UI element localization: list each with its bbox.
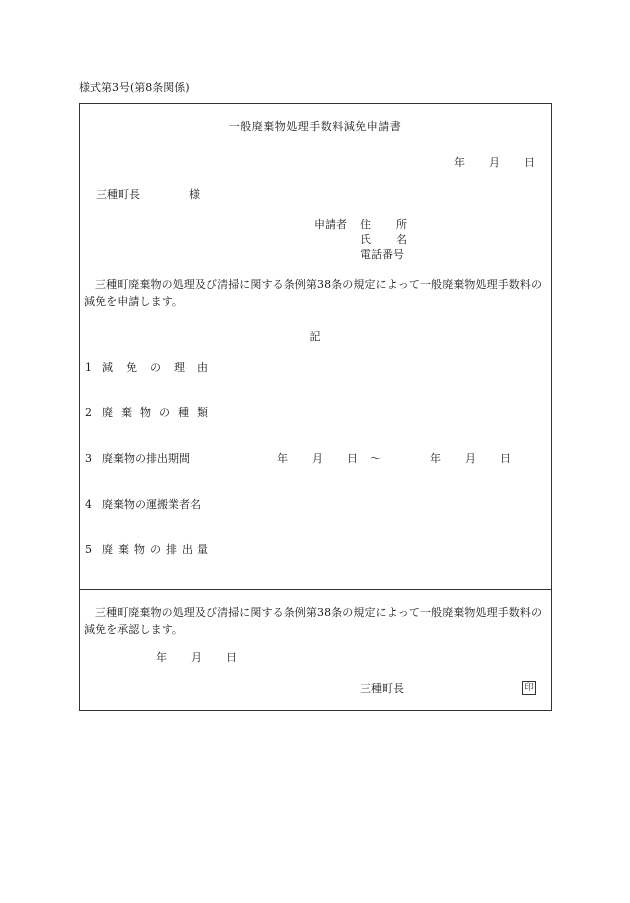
item-5-char-4: の bbox=[150, 543, 161, 556]
addressee-honorific: 様 bbox=[189, 188, 200, 201]
item-1-char-3: の bbox=[150, 361, 161, 374]
item-2-char-5: 種 bbox=[178, 406, 189, 419]
application-statement: 三種町廃棄物の処理及び清掃に関する条例第38条の規定によって一般廃棄物処理手数料の減免を申請します。 bbox=[84, 278, 543, 308]
approver-name: 三種町長 bbox=[360, 682, 404, 695]
form-number-label: 様式第3号(第8条関係) bbox=[79, 81, 190, 94]
period-end-day[interactable]: 日 bbox=[500, 452, 511, 465]
name-label-2[interactable]: 名 bbox=[396, 233, 407, 246]
item-5-char-7[interactable]: 量 bbox=[197, 543, 208, 556]
approval-day-field[interactable]: 日 bbox=[226, 651, 237, 664]
form-title: 一般廃棄物処理手数料減免申請書 bbox=[228, 120, 402, 133]
item-4-number: 4 bbox=[85, 498, 92, 511]
period-start-day[interactable]: 日 bbox=[347, 452, 358, 465]
period-end-year[interactable]: 年 bbox=[430, 452, 441, 465]
item-2-char-6[interactable]: 類 bbox=[197, 406, 208, 419]
item-3-label: 廃棄物の排出期間 bbox=[102, 452, 190, 465]
item-5-char-1: 廃 bbox=[102, 543, 113, 556]
item-2-char-1: 廃 bbox=[102, 406, 113, 419]
period-separator: ～ bbox=[370, 452, 381, 465]
item-4-label[interactable]: 廃棄物の運搬業者名 bbox=[102, 498, 201, 511]
ki-heading: 記 bbox=[309, 330, 321, 343]
address-label-1: 住 bbox=[360, 218, 371, 231]
item-1-char-5[interactable]: 由 bbox=[197, 361, 208, 374]
item-1-number: 1 bbox=[85, 361, 92, 374]
item-1-char-1: 減 bbox=[102, 361, 113, 374]
name-label-1: 氏 bbox=[360, 233, 371, 246]
item-2-char-4: の bbox=[159, 406, 170, 419]
approval-year-field[interactable]: 年 bbox=[156, 651, 167, 664]
item-5-char-5: 排 bbox=[166, 543, 177, 556]
approval-month-field[interactable]: 月 bbox=[191, 651, 202, 664]
address-label-2[interactable]: 所 bbox=[396, 218, 407, 231]
item-3-number: 3 bbox=[85, 452, 92, 465]
application-day-field[interactable]: 日 bbox=[524, 156, 535, 169]
period-end-month[interactable]: 月 bbox=[465, 452, 476, 465]
item-5-char-2: 棄 bbox=[118, 543, 129, 556]
item-2-char-3: 物 bbox=[140, 406, 151, 419]
item-2-char-2: 棄 bbox=[121, 406, 132, 419]
period-start-year[interactable]: 年 bbox=[277, 452, 288, 465]
item-1-char-4: 理 bbox=[174, 361, 185, 374]
seal-icon: 印 bbox=[522, 681, 536, 695]
item-5-char-6: 出 bbox=[182, 543, 193, 556]
item-2-number: 2 bbox=[85, 406, 92, 419]
period-start-month[interactable]: 月 bbox=[312, 452, 323, 465]
item-5-char-3: 物 bbox=[134, 543, 145, 556]
addressee-name: 三種町長 bbox=[96, 188, 140, 201]
approval-divider bbox=[79, 589, 552, 590]
application-year-field[interactable]: 年 bbox=[454, 156, 465, 169]
item-1-char-2: 免 bbox=[126, 361, 137, 374]
phone-label[interactable]: 電話番号 bbox=[360, 248, 404, 261]
item-5-number: 5 bbox=[85, 543, 92, 556]
approval-statement: 三種町廃棄物の処理及び清掃に関する条例第38条の規定によって一般廃棄物処理手数料の減免を承認します。 bbox=[84, 606, 543, 636]
applicant-label: 申請者 bbox=[314, 218, 347, 231]
application-month-field[interactable]: 月 bbox=[489, 156, 500, 169]
